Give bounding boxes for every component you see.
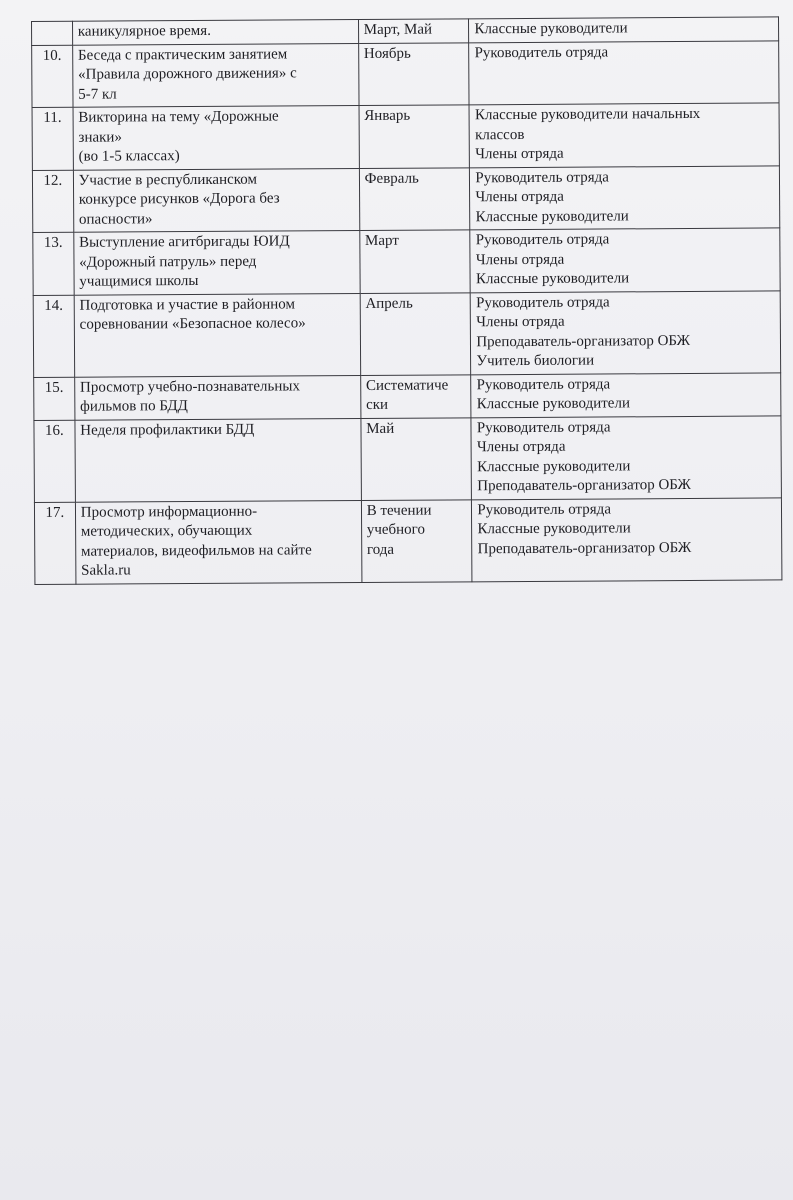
date-cell xyxy=(358,42,469,105)
event-line: Викторина на тему «Дорожные xyxy=(78,108,279,126)
event-line: Неделя профилактики БДД xyxy=(80,421,255,439)
event-line: Беседа с практическим занятием xyxy=(77,45,288,64)
event-line: Участие в республиканском xyxy=(78,171,258,189)
date-line: Апрель xyxy=(365,295,413,312)
date-line: ски xyxy=(365,396,389,413)
date-line: Систематиче xyxy=(365,376,449,394)
responsible-cell xyxy=(469,17,779,42)
event-cell xyxy=(73,105,359,169)
event-line: материалов, видеофильмов на сайте xyxy=(80,541,312,560)
event-cell xyxy=(75,500,361,584)
date-cell xyxy=(361,499,472,582)
event-line: «Правила дорожного движения» с xyxy=(78,65,297,83)
date-line: Март xyxy=(364,232,399,249)
table-row xyxy=(34,415,781,502)
row-number: 12. xyxy=(32,170,73,233)
date-line: Май xyxy=(366,420,395,437)
table-row xyxy=(32,40,779,107)
responsible-line: Классные руководители начальных xyxy=(474,105,701,124)
table-body xyxy=(32,17,782,584)
event-line: Просмотр информационно- xyxy=(80,503,258,521)
responsible-line: Члены отряда xyxy=(476,438,566,456)
responsible-line: Руководитель отряда xyxy=(475,168,609,186)
event-line: «Дорожный патруль» перед xyxy=(79,253,257,271)
responsible-line: Классные руководители xyxy=(474,20,628,38)
date-line: Март, Май xyxy=(363,21,433,38)
responsible-line: Руководитель отряда xyxy=(475,231,610,249)
date-cell xyxy=(360,374,471,418)
date-line: Ноябрь xyxy=(363,45,411,62)
date-cell xyxy=(360,292,471,375)
event-line: 5-7 кл xyxy=(78,85,117,103)
responsible-line: Руководитель отряда xyxy=(476,418,611,436)
responsible-cell xyxy=(471,290,781,374)
event-line: Просмотр учебно-познавательных xyxy=(79,377,301,396)
responsible-line: Преподаватель-организатор ОБЖ xyxy=(477,539,692,557)
event-line: соревновании «Безопасное колесо» xyxy=(79,315,306,333)
date-line: Январь xyxy=(364,107,411,124)
event-line: методических, обучающих xyxy=(80,522,253,540)
date-cell xyxy=(359,105,470,168)
event-line: Sakla.ru xyxy=(81,562,131,579)
responsible-cell xyxy=(472,497,782,581)
responsible-line: Члены отряда xyxy=(475,251,565,268)
responsible-line: Руководитель отряда xyxy=(477,500,611,518)
activity-plan-table xyxy=(31,16,782,584)
responsible-line: Классные руководители xyxy=(475,270,630,288)
responsible-cell xyxy=(469,40,779,104)
event-cell xyxy=(75,418,361,502)
responsible-line: классов xyxy=(475,126,525,143)
event-line: (во 1-5 классах) xyxy=(78,148,180,165)
table-row xyxy=(34,372,781,420)
table-row xyxy=(33,290,780,377)
event-cell xyxy=(72,20,358,45)
table-row xyxy=(32,165,779,232)
event-line: опасности» xyxy=(78,210,153,228)
table-row xyxy=(32,103,779,170)
event-line: Выступление агитбригады ЮИД xyxy=(79,233,290,251)
date-cell xyxy=(359,230,470,293)
event-line: учащимися школы xyxy=(79,272,199,290)
responsible-line: Учитель биологии xyxy=(476,352,595,370)
responsible-cell xyxy=(471,372,781,417)
responsible-line: Преподаватель-организатор ОБЖ xyxy=(477,476,692,495)
event-line: конкурсе рисунков «Дорога без xyxy=(78,190,280,208)
date-line: В течении xyxy=(366,502,432,519)
responsible-line: Члены отряда xyxy=(475,145,564,163)
event-cell xyxy=(74,293,360,377)
responsible-line: Классные руководители xyxy=(476,395,631,413)
row-number: 15. xyxy=(34,377,75,420)
responsible-line: Преподаватель-организатор ОБЖ xyxy=(476,332,691,350)
responsible-cell xyxy=(469,103,779,167)
event-cell xyxy=(73,168,359,232)
responsible-cell xyxy=(470,165,780,229)
row-number: 11. xyxy=(32,107,73,170)
date-cell xyxy=(358,19,469,43)
row-number: 14. xyxy=(33,295,74,377)
event-cell xyxy=(74,375,360,420)
responsible-line: Классные руководители xyxy=(477,520,631,538)
date-cell xyxy=(361,417,472,500)
event-line: знаки» xyxy=(78,128,122,146)
table-row xyxy=(34,497,781,584)
row-number: 16. xyxy=(34,420,75,502)
responsible-cell xyxy=(471,415,781,499)
event-line: Подготовка и участие в районном xyxy=(79,295,296,314)
date-cell xyxy=(359,167,470,230)
row-number: 10. xyxy=(32,45,73,108)
table-row xyxy=(33,228,780,295)
responsible-line: Классные руководители xyxy=(475,207,629,225)
event-cell xyxy=(74,230,360,294)
responsible-line: Руководитель отряда xyxy=(476,375,611,393)
date-line: года xyxy=(366,541,395,558)
responsible-line: Классные руководители xyxy=(477,457,631,475)
responsible-line: Члены отряда xyxy=(476,313,565,331)
row-number xyxy=(32,21,73,45)
event-cell xyxy=(72,43,358,107)
responsible-cell xyxy=(470,228,780,292)
event-line: каникулярное время. xyxy=(77,22,211,40)
date-line: учебного xyxy=(366,521,425,538)
responsible-line: Члены отряда xyxy=(475,188,564,206)
responsible-line: Руководитель отряда xyxy=(474,43,609,61)
responsible-line: Руководитель отряда xyxy=(476,293,610,311)
event-line: фильмов по БДД xyxy=(80,398,188,415)
date-line: Февраль xyxy=(364,170,419,187)
row-number: 17. xyxy=(34,502,75,584)
row-number: 13. xyxy=(33,232,74,295)
